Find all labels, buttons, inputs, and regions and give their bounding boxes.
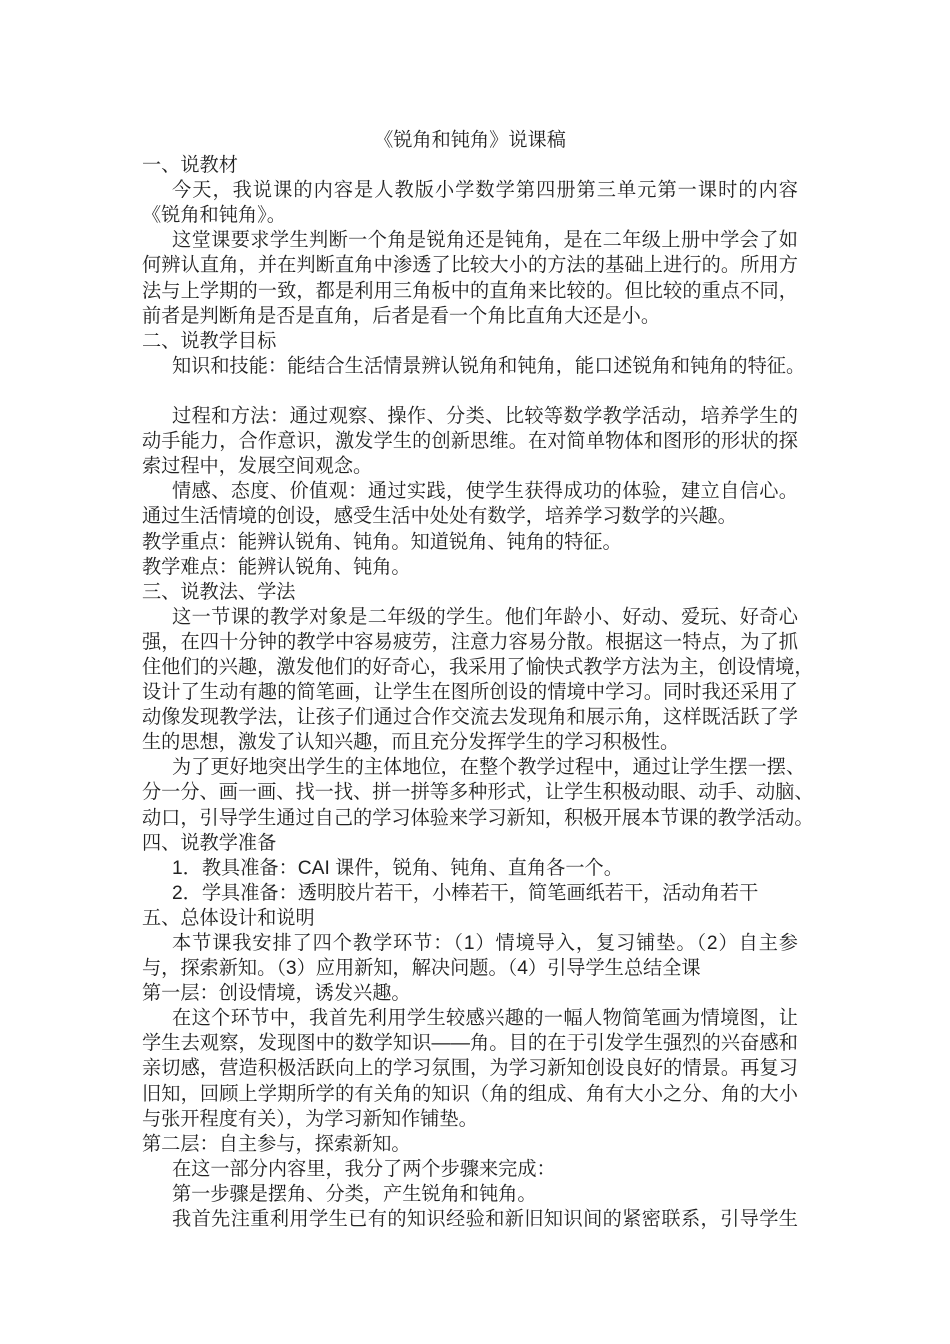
blank-line [142, 379, 798, 404]
text-line: 动像发现教学法，让孩子们通过合作交流去发现角和展示角，这样既活跃了学 [142, 707, 798, 729]
text-line: 第一层：创设情境，诱发兴趣。 [142, 983, 411, 1005]
text-line: 何辨认直角，并在判断直角中渗透了比较大小的方法的基础上进行的。所用方 [142, 255, 798, 277]
text-line: 旧知，回顾上学期所学的有关角的知识（角的组成、角有大小之分、角的大小 [142, 1083, 798, 1105]
text-line: 第二层：自主参与，探索新知。 [142, 1133, 411, 1155]
text-line: 法与上学期的一致，都是利用三角板中的直角来比较的。但比较的重点不同， [142, 280, 798, 302]
text-line: 分一分、画一画、找一找、拼一拼等多种形式，让学生积极动眼、动手、动脑、 [142, 782, 814, 804]
text-line: 与，探索新知。（3）应用新知，解决问题。（4）引导学生总结全课 [142, 958, 701, 980]
document-body [142, 128, 814, 1232]
text-line: 动口，引导学生通过自己的学习体验来学习新知，积极开展本节课的教学活动。 [142, 807, 814, 829]
text-line: 生的思想，激发了认知兴趣，而且充分发挥学生的学习积极性。 [142, 732, 680, 754]
text-line: 一、说教材 [142, 155, 238, 177]
text-line: 四、说教学准备 [142, 832, 277, 854]
text-line: 我首先注重利用学生已有的知识经验和新旧知识间的紧密联系，引导学生 [172, 1209, 798, 1231]
text-line: 本节课我安排了四个教学环节：（1）情境导入，复习铺垫。（2）自主参 [172, 933, 798, 954]
text-line: 过程和方法：通过观察、操作、分类、比较等数学教学活动，培养学生的 [172, 406, 798, 428]
text-line: 前者是判断角是否是直角，后者是看一个角比直角大还是小。 [142, 305, 661, 327]
text-line: 住他们的兴趣，激发他们的好奇心，我采用了愉快式教学方法为主，创设情境， [142, 656, 814, 678]
document-title: 《锐角和钝角》说课稿 [374, 130, 566, 151]
text-line: 强，在四十分钟的教学中容易疲劳，注意力容易分散。根据这一特点，为了抓 [142, 631, 798, 653]
text-line: 与张开程度有关），为学习新知作铺垫。 [142, 1108, 478, 1130]
text-line: 动手能力，合作意识，激发学生的创新思维。在对简单物体和图形的形状的探 [142, 431, 798, 453]
text-line: 教学难点：能辨认锐角、钝角。 [142, 556, 411, 578]
text-line: 这一节课的教学对象是二年级的学生。他们年龄小、好动、爱玩、好奇心 [172, 606, 798, 628]
text-line: 为了更好地突出学生的主体地位，在整个教学过程中，通过让学生摆一摆、 [172, 757, 806, 779]
text-line: 情感、态度、价值观：通过实践，使学生获得成功的体验，建立自信心。 [172, 481, 798, 503]
text-line: 2．学具准备：透明胶片若干，小棒若干，简笔画纸若干，活动角若干 [172, 882, 759, 904]
text-line: 二、说教学目标 [142, 330, 277, 352]
text-line: 《锐角和钝角》。 [142, 205, 286, 227]
text-line: 五、总体设计和说明 [142, 907, 315, 929]
text-line: 在这个环节中，我首先利用学生较感兴趣的一幅人物简笔画为情境图，让 [172, 1008, 798, 1030]
text-line: 在这一部分内容里，我分了两个步骤来完成： [172, 1158, 556, 1180]
text-line: 这堂课要求学生判断一个角是锐角还是钝角，是在二年级上册中学会了如 [172, 230, 798, 252]
text-line: 亲切感，营造积极活跃向上的学习氛围，为学习新知创设良好的情景。再复习 [142, 1058, 798, 1080]
text-line: 设计了生动有趣的简笔画，让学生在图所创设的情境中学习。同时我还采用了 [142, 682, 798, 704]
text-line: 第一步骤是摆角、分类，产生锐角和钝角。 [172, 1183, 537, 1205]
text-line: 1．教具准备：CAI 课件，锐角、钝角、直角各一个。 [172, 857, 623, 879]
text-line: 学生去观察，发现图中的数学知识——角。目的在于引发学生强烈的兴奋感和 [142, 1033, 798, 1055]
text-line: 通过生活情境的创设，感受生活中处处有数学，培养学习数学的兴趣。 [142, 506, 737, 528]
text-line: 教学重点：能辨认锐角、钝角。知道锐角、钝角的特征。 [142, 531, 622, 553]
text-line: 知识和技能：能结合生活情景辨认锐角和钝角，能口述锐角和钝角的特征。 [172, 355, 806, 377]
text-line: 三、说教法、学法 [142, 581, 296, 603]
text-line: 索过程中，发展空间观念。 [142, 456, 373, 478]
text-line: 今天，我说课的内容是人教版小学数学第四册第三单元第一课时的内容 [172, 180, 798, 202]
